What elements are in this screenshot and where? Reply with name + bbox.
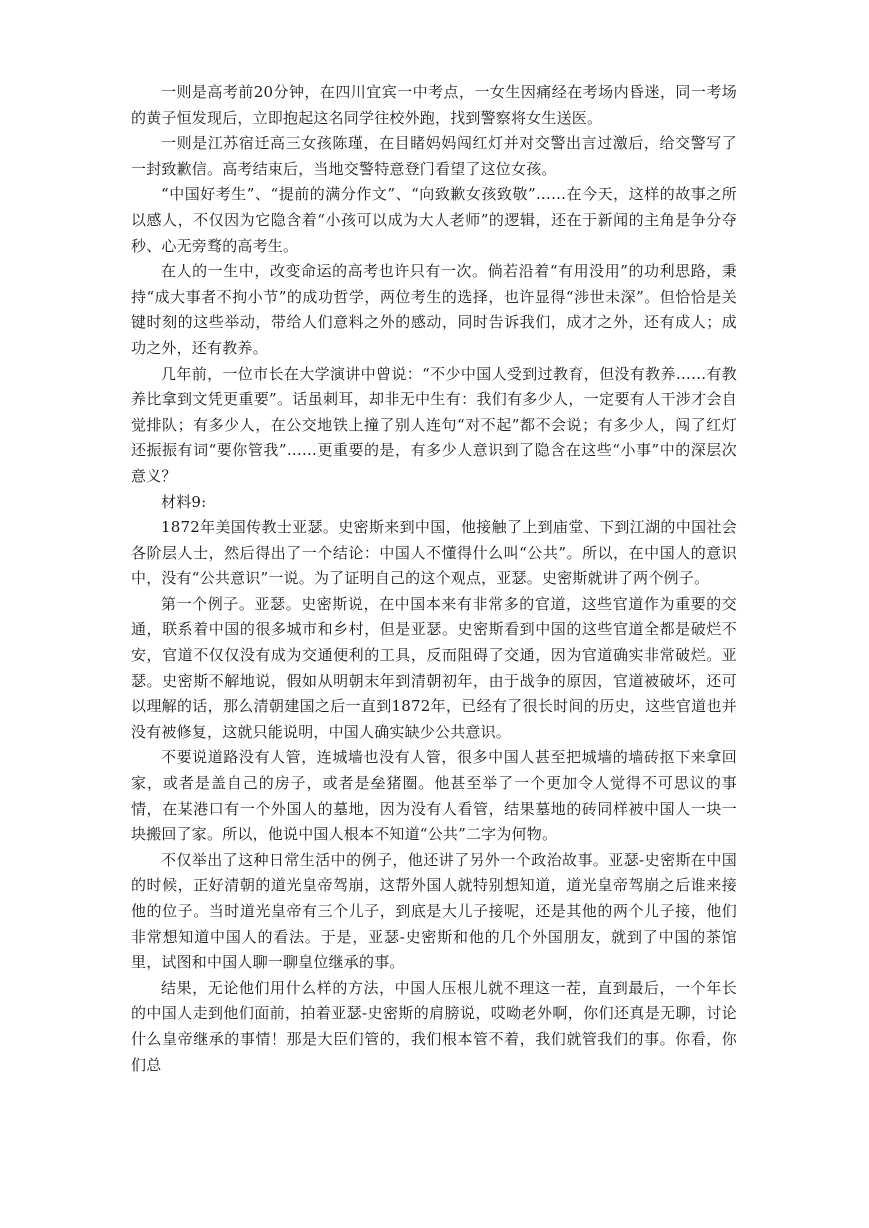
paragraph-teahouse-result: 结果，无论他们用什么样的方法，中国人压根儿就不理这一茬，直到最后，一个年长的中国人走到他们面前，拍着亚瑟-史密斯的肩膀说，哎呦老外啊，你们还真是无聊，讨论什么皇帝继承的事情！那是大臣们管的，我们根本管不着，我们就管我们的事。你看，你们总 [131, 978, 737, 1074]
paragraph-apology-letter-story: 一则是江苏宿迁高三女孩陈瑾，在目睹妈妈闯红灯并对交警出言过激后，给交警写了一封致歉信。高考结束后，当地交警特意登门看望了这位女孩。 [131, 134, 737, 178]
paragraph-city-walls: 不要说道路没有人管，连城墙也没有人管，很多中国人甚至把城墙的墙砖抠下来拿回家，或者是盖自己的房子，或者是垒猪圈。他甚至举了一个更加令人觉得不可思议的事情，在某港口有一个外国人的墓地，因为没有人看管，结果墓地的砖同样被中国人一块一块搬回了家。所以，他说中国人根本不知道“公共”二字为何物。 [131, 748, 737, 844]
paragraph-first-example-roads: 第一个例子。亚瑟。史密斯说，在中国本来有非常多的官道，这些官道作为重要的交通，联系着中国的很多城市和乡村，但是亚瑟。史密斯看到中国的这些官道全都是破烂不安，官道不仅仅没有成为交通便利的工具，反而阻碍了交通，因为官道确实非常破烂。亚瑟。史密斯不解地说，假如从明朝末年到清朝初年，由于战争的原因，官道被破坏，还可以理解的话，那么清朝建国之后一直到1872年，已经有了很长时间的历史，这些官道也并没有被修复，这就只能说明，中国人确实缺少公共意识。 [131, 594, 737, 741]
document-body [131, 80, 737, 1078]
paragraph-gaokao-once: 在人的一生中，改变命运的高考也许只有一次。倘若沿着“有用没用”的功利思路，秉持“成大事者不拘小节”的成功哲学，两位考生的选择，也许显得“涉世未深”。但恰恰是关键时刻的这些举动，带给人们意料之外的感动，同时告诉我们，成才之外，还有成人；成功之外，还有教养。 [131, 262, 737, 357]
paragraph-arthur-smith-intro: 1872年美国传教士亚瑟。史密斯来到中国，他接触了上到庙堂、下到江湖的中国社会各阶层人士，然后得出了一个结论：中国人不懂得什么叫“公共”。所以，在中国人的意识中，没有“公共意识”一说。为了证明自己的这个观点，亚瑟。史密斯就讲了两个例子。 [131, 518, 737, 588]
paragraph-political-story: 不仅举出了这种日常生活中的例子，他还讲了另外一个政治故事。亚瑟-史密斯在中国的时候，正好清朝的道光皇帝驾崩，这帮外国人就特别想知道，道光皇帝驾崩之后谁来接他的位子。当时道光皇帝有三个儿子，到底是大儿子接呢，还是其他的两个儿子接，他们非常想知道中国人的看法。于是，亚瑟-史密斯和他的几个外国朋友，就到了中国的茶馆里，试图和中国人聊一聊皇位继承的事。 [131, 850, 737, 972]
material-label: 材料9: [161, 492, 207, 511]
paragraph-mayor-speech: 几年前，一位市长在大学演讲中曾说：“不少中国人受到过教育，但没有教养……有教养比拿到文凭更重要”。话虽刺耳，却非无中生有：我们有多少人，一定要有人干涉才会自觉排队；有多少人，在公交地铁上撞了别人连句“对不起”都不会说；有多少人，闯了红灯还振振有词“要你管我”……更重要的是，有多少人意识到了隐含在这些“小事”中的深层次意义？ [131, 364, 737, 485]
paragraph-good-examinee: “中国好考生”、“提前的满分作文”、“向致歉女孩致敬”……在今天，这样的故事之所以感人，不仅因为它隐含着“小孩可以成为大人老师”的逻辑，还在于新闻的主角是争分夺秒、心无旁骛的高考生。 [131, 185, 737, 255]
paragraph-exam-fainting-story: 一则是高考前20分钟，在四川宜宾一中考点，一女生因痛经在考场内昏迷，同一考场的黄子恒发现后，立即抱起这名同学往校外跑，找到警察将女生送医。 [131, 83, 737, 127]
